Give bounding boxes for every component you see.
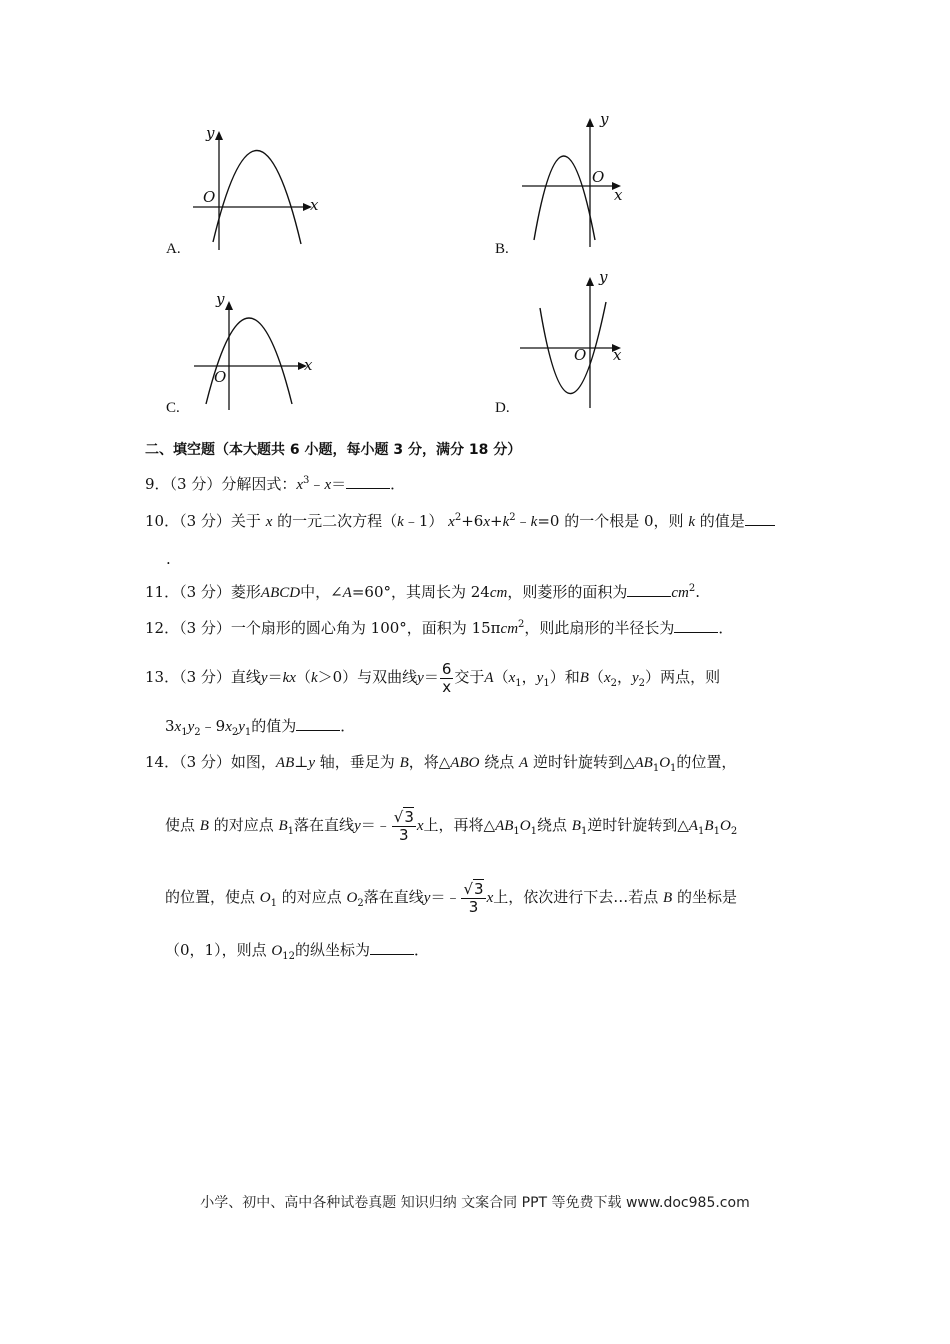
q11-text-a: 菱形 — [230, 583, 261, 601]
question-14-line-4: （0，1），则点 $O_{12}$的纵坐标为 ． — [165, 941, 429, 962]
graph-d — [518, 270, 633, 410]
q12-answer-blank[interactable] — [674, 618, 718, 633]
q14-score: （3 分） — [179, 753, 231, 771]
q13-frac-num: 6 — [441, 659, 452, 678]
q14-l1e: 绕点 — [479, 753, 520, 771]
graph-c-origin-label: O — [214, 368, 227, 386]
q13-fraction — [440, 661, 454, 696]
q10-text-c: ﹣1） — [403, 512, 444, 530]
q14-l1a: 如图， — [230, 753, 276, 771]
q12-text-a: 一个扇形的圆心角为 100°，面积为 15π — [230, 619, 501, 637]
q14-answer-blank[interactable] — [370, 940, 414, 955]
footer-text: 小学、初中、高中各种试卷真题 知识归纳 文案合同 PPT 等免费下载 www.doc985.com — [200, 1195, 750, 1211]
q10-answer-blank[interactable] — [745, 511, 775, 526]
q13-text-d: 交于 — [454, 668, 485, 686]
q10-text-d: =0 的一个根是 0，则 — [537, 512, 684, 530]
q12-number: 12． — [145, 619, 180, 637]
q11-text-c: =60°，其周长为 24 — [351, 583, 490, 601]
graph-b-origin-label: O — [592, 168, 605, 186]
graph-a-origin-label: O — [203, 188, 216, 206]
q14-l1d: ，将△ — [408, 753, 451, 771]
graph-a-x-label: x — [310, 196, 319, 214]
question-14-line-1: 14．（3 分）如图，AB⊥y 轴，垂足为 B，将△ABO 绕点 A 逆时针旋转到$\triangle AB_1O_1$的位置， — [145, 753, 737, 774]
option-c-label: C. — [166, 400, 180, 416]
option-b-label: B. — [495, 241, 509, 257]
q11-text-b: 中，∠ — [300, 583, 343, 601]
q12-text-b: ，则此扇形的半径长为 — [524, 619, 675, 637]
q14-l3b: 的对应点 — [277, 888, 347, 906]
q13-number: 13． — [145, 668, 180, 686]
q14-l2c: 落在直线 — [294, 816, 355, 834]
q13-text-b: （ — [295, 668, 311, 686]
question-9: 9．（3 分）分解因式：$x^3﹣x=$ ． — [145, 475, 406, 493]
q11-score: （3 分） — [179, 583, 231, 601]
q13-text-a: 直线 — [230, 668, 261, 686]
q13-text-c: ＞0）与双曲线 — [317, 668, 418, 686]
q10-text-e: 的值是 — [699, 512, 745, 530]
section-heading: 二、填空题（本大题共 6 小题，每小题 3 分，满分 18 分） — [145, 442, 522, 458]
q13-text-g: 的值为 — [251, 717, 297, 735]
q9-text: 分解因式： — [221, 475, 297, 493]
q9-number: 9． — [145, 475, 170, 493]
q14-l2e: 绕点 — [537, 816, 572, 834]
q10-text-b: 的一元二次方程（ — [277, 512, 398, 530]
q14-l3-fraction: $\frac{√3}{3}$ — [463, 879, 484, 916]
q13-text-f: 两点，则 — [660, 668, 721, 686]
q13-answer-blank[interactable] — [296, 716, 340, 731]
q10-number: 10． — [145, 512, 180, 530]
q14-l3c: 落在直线 — [363, 888, 424, 906]
q11-number: 11． — [145, 583, 180, 601]
graph-d-y-label: y — [599, 268, 608, 286]
q14-l1b: ⊥ — [294, 753, 309, 771]
graph-b — [516, 112, 636, 247]
q14-number: 14． — [145, 753, 180, 771]
graph-d-origin-label: O — [574, 346, 587, 364]
q14-l2f: 逆时针旋转到△ — [587, 816, 689, 834]
q14-l2d: 上，再将△ — [423, 816, 496, 834]
q10-text-a: 关于 — [230, 512, 261, 530]
q14-l1g: 的位置， — [676, 753, 737, 771]
q14-l2b: 的对应点 — [208, 816, 279, 834]
q14-l2-fraction: $\frac{√3}{3}$ — [393, 807, 414, 844]
q12-score: （3 分） — [179, 619, 231, 637]
graph-b-y-label: y — [600, 110, 609, 128]
q10-score: （3 分） — [179, 512, 231, 530]
question-14-line-3: 的位置，使点 $O_1$ 的对应点 $O_2$落在直线y＝﹣ $\frac{√3}{3}$ x上，依次进行下去…若点 B 的坐标是 — [165, 879, 737, 916]
graph-c-y-label: y — [216, 290, 225, 308]
graph-d-x-label: x — [613, 346, 622, 364]
graph-b-x-label: x — [614, 186, 623, 204]
question-12: 12．（3 分）一个扇形的圆心角为 100°，面积为 15πcm$^2$，则此扇形的半径长为 ． — [145, 619, 734, 637]
graph-a-y-label: y — [206, 124, 215, 142]
question-11: 11．（3 分）菱形ABCD中，∠A=60°，其周长为 24cm，则菱形的面积为 $cm^2$. — [145, 583, 701, 601]
q13-line-2: $3x_1y_2﹣9x_2y_1$的值为 ． — [165, 717, 356, 738]
question-14-line-2: 使点 B 的对应点 $B_1$落在直线y＝﹣ $\frac{√3}{3}$ x上，再将$\triangle AB_1O_1$绕点 $B_1$逆时针旋转到$\triangle A_1B_1O_2$ — [165, 807, 738, 844]
question-13: 13．（3 分）直线y＝kx（k＞0）与双曲线y＝ $\frac{6}{x}$ 交于$A(x_1$，$y_1$）和$B(x_2$，$y_2$）两点，则 — [145, 659, 721, 696]
q14-l1f: 逆时针旋转到△ — [528, 753, 635, 771]
q10-period: . — [166, 550, 171, 568]
q14-l3d: 上，依次进行下去…若点 — [493, 888, 664, 906]
q14-l3e: 的坐标是 — [672, 888, 737, 906]
option-d-label: D. — [495, 400, 510, 416]
q9-answer-blank[interactable] — [346, 474, 390, 489]
graph-c-x-label: x — [304, 356, 313, 374]
q11-text-d: ，则菱形的面积为 — [507, 583, 628, 601]
q13-text-e: 和 — [564, 668, 580, 686]
option-a-label: A. — [166, 241, 181, 257]
graph-c — [192, 292, 317, 410]
q13-score: （3 分） — [179, 668, 231, 686]
q14-l4b: 的纵坐标为 — [294, 941, 370, 959]
q11-answer-blank[interactable] — [627, 582, 671, 597]
question-10: 10．（3 分）关于 x 的一元二次方程（k﹣1） $x^2+6x+k^2﹣k=0$ 的一个根是 0，则 k 的值是 — [145, 511, 775, 532]
q14-l1c: 轴，垂足为 — [315, 753, 400, 771]
q9-score: （3 分） — [169, 475, 222, 493]
q14-l2a: 使点 — [165, 816, 200, 834]
q13-frac-den: x — [442, 677, 452, 696]
q14-l3a: 的位置，使点 — [165, 888, 260, 906]
q14-l4a: （0，1），则点 — [165, 941, 272, 959]
